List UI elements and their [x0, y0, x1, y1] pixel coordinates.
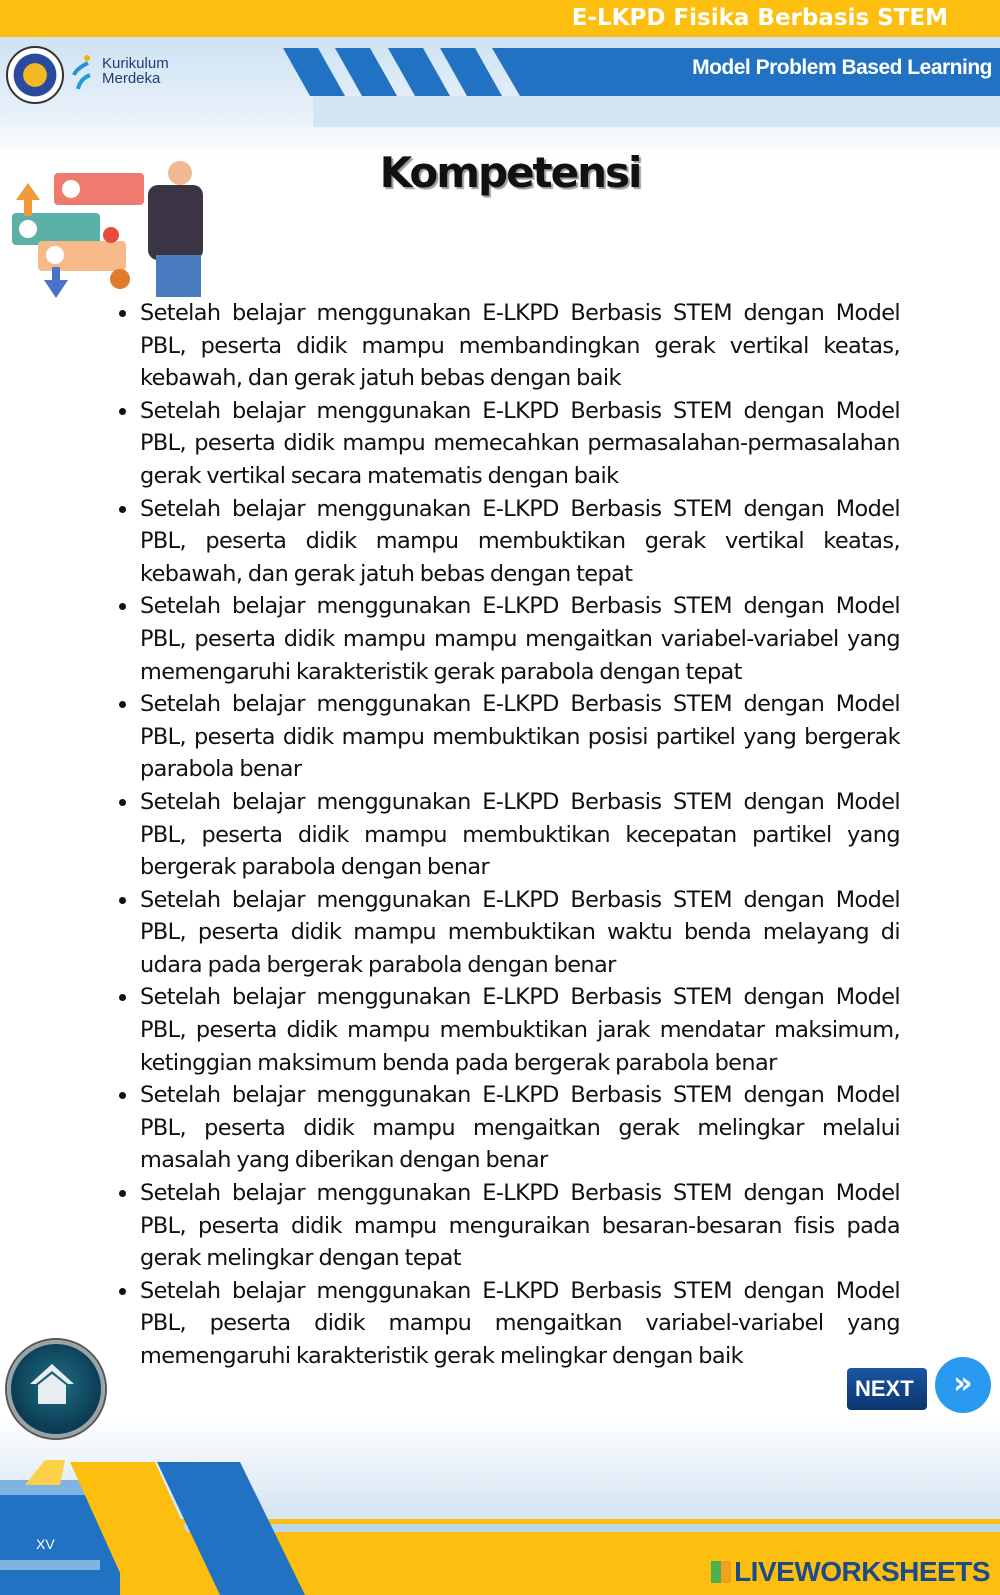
- competency-item: Setelah belajar menggunakan E-LKPD Berbasis STEM dengan Model PBL, peserta didik mampu memecahkan permasalahan-permasalahan gerak vertikal secara matematis dengan baik: [140, 395, 900, 493]
- competency-item: Setelah belajar menggunakan E-LKPD Berbasis STEM dengan Model PBL, peserta didik mampu membuktikan gerak vertikal keatas, kebawah, dan gerak jatuh bebas dengan tepat: [140, 493, 900, 591]
- competency-item: Setelah belajar menggunakan E-LKPD Berbasis STEM dengan Model PBL, peserta didik mampu membuktikan jarak mendatar maksimum, ketinggian maksimum benda pada bergerak parabola benar: [140, 981, 900, 1079]
- competency-item: Setelah belajar menggunakan E-LKPD Berbasis STEM dengan Model PBL, peserta didik mampu membuktikan kecepatan partikel yang bergerak parabola dengan benar: [140, 786, 900, 884]
- competency-list: [140, 297, 900, 1373]
- page-number: XV: [36, 1536, 55, 1552]
- header-subtitle: Model Problem Based Learning: [692, 56, 992, 79]
- double-chevron-right-icon[interactable]: »: [935, 1357, 991, 1413]
- competency-item: Setelah belajar menggunakan E-LKPD Berbasis STEM dengan Model PBL, peserta didik mampu mengaitkan variabel-variabel yang memengaruhi karakteristik gerak melingkar dengan baik: [140, 1275, 900, 1373]
- kurikulum-merdeka-logo: [102, 56, 169, 86]
- competency-item: Setelah belajar menggunakan E-LKPD Berbasis STEM dengan Model PBL, peserta didik mampu mengaitkan gerak melingkar melalui masalah yang diberikan dengan benar: [140, 1079, 900, 1177]
- competency-item: Setelah belajar menggunakan E-LKPD Berbasis STEM dengan Model PBL, peserta didik mampu membuktikan waktu benda melayang di udara pada bergerak parabola dengan benar: [140, 884, 900, 982]
- page-title: Kompetensi: [379, 148, 641, 197]
- next-button[interactable]: NEXT: [847, 1368, 927, 1410]
- liveworksheets-brand: [711, 1556, 990, 1588]
- logo-text-1: Kurikulum: [102, 55, 169, 72]
- unp-logo: [6, 46, 64, 104]
- home-button[interactable]: [7, 1340, 105, 1438]
- competency-item: Setelah belajar menggunakan E-LKPD Berbasis STEM dengan Model PBL, peserta didik mampu mampu mengaitkan variabel-variabel yang memengaruhi karakteristik gerak parabola dengan tepat: [140, 590, 900, 688]
- competency-item: Setelah belajar menggunakan E-LKPD Berbasis STEM dengan Model PBL, peserta didik mampu membandingkan gerak vertikal keatas, kebawah, dan gerak jatuh bebas dengan baik: [140, 297, 900, 395]
- header-title: E-LKPD Fisika Berbasis STEM: [571, 5, 948, 31]
- kurikulum-merdeka-icon: [72, 55, 94, 91]
- house-icon: [28, 1360, 76, 1408]
- logo-text-2: Merdeka: [102, 70, 161, 87]
- presentation-illustration: [8, 155, 218, 300]
- brand-text: LIVEWORKSHEETS: [734, 1556, 990, 1587]
- liveworksheets-icon: [711, 1561, 731, 1583]
- competency-item: Setelah belajar menggunakan E-LKPD Berbasis STEM dengan Model PBL, peserta didik mampu membuktikan posisi partikel yang bergerak parabola benar: [140, 688, 900, 786]
- competency-item: Setelah belajar menggunakan E-LKPD Berbasis STEM dengan Model PBL, peserta didik mampu menguraikan besaran-besaran fisis pada gerak melingkar dengan tepat: [140, 1177, 900, 1275]
